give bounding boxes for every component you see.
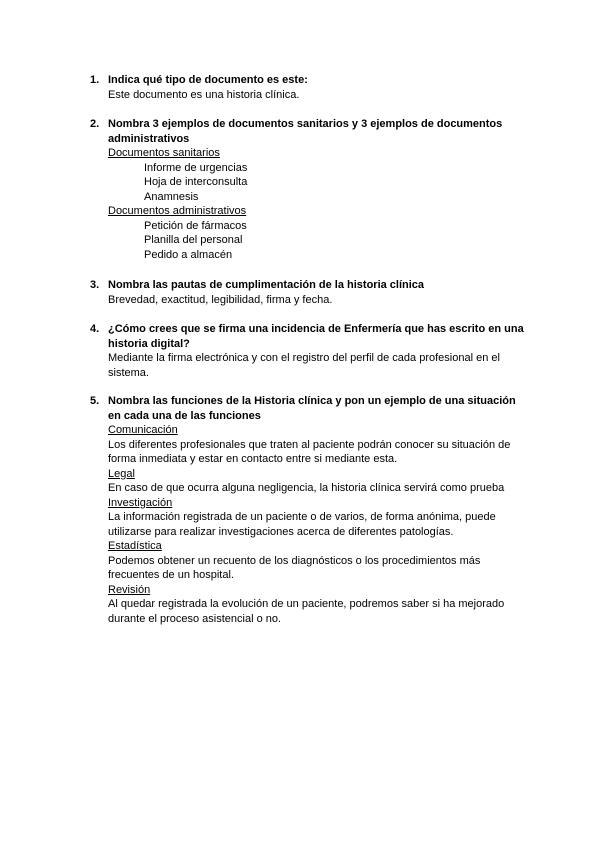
answer-text: Mediante la firma electrónica y con el registro del perfil de cada profesional en el sistema. (108, 352, 500, 379)
function-text: Podemos obtener un recuento de los diagnósticos o los procedimientos más frecuentes de un hospital. (108, 554, 481, 581)
list-item: Informe de urgencias (144, 161, 248, 174)
question-5 (90, 394, 530, 626)
group-heading: Documentos administrativos (108, 205, 247, 217)
list-item: Hoja de interconsulta (144, 176, 248, 188)
question-4 (90, 322, 530, 380)
question-title: Nombra las pautas de cumplimentación de la historia clínica (108, 279, 425, 291)
question-title: Nombra 3 ejemplos de documentos sanitarios y 3 ejemplos de documentos administrativos (108, 118, 503, 145)
function-text: En caso de que ocurra alguna negligencia, la historia clínica servirá como prueba (108, 482, 505, 494)
function-heading: Investigación (108, 496, 173, 509)
question-number: 1. (90, 74, 100, 86)
function-heading: Revisión (108, 583, 151, 596)
question-title: Indica qué tipo de documento es este: (108, 74, 308, 86)
function-text: Los diferentes profesionales que traten al paciente podrán conocer su situación de forma inmediata y estar en contacto entre si mediante esta. (108, 438, 511, 465)
list-item: Anamnesis (144, 190, 199, 203)
function-text: La información registrada de un paciente o de varios, de forma anónima, puede utilizarse para realizar investigaciones acerca de diferentes patologías. (108, 511, 496, 538)
function-text: Al quedar registrada la evolución de un paciente, podremos saber si ha mejorado durante el proceso asistencial o no. (108, 598, 505, 625)
group-heading: Documentos sanitarios (108, 147, 220, 159)
function-heading: Legal (108, 467, 135, 480)
question-2 (90, 117, 530, 262)
answer-text: Este documento es una historia clínica. (108, 88, 300, 101)
question-number: 2. (90, 118, 100, 130)
question-3 (90, 278, 530, 307)
answer-text: Brevedad, exactitud, legibilidad, firma y fecha. (108, 293, 333, 306)
question-1 (90, 73, 530, 102)
question-title: Nombra las funciones de la Historia clínica y pon un ejemplo de una situación en cada una de las funciones (108, 395, 516, 422)
question-title: ¿Cómo crees que se firma una incidencia de Enfermería que has escrito en una historia digital? (108, 323, 524, 350)
list-item: Pedido a almacén (144, 248, 233, 261)
function-heading: Comunicación (108, 424, 178, 436)
list-item: Planilla del personal (144, 234, 243, 246)
question-number: 3. (90, 279, 100, 291)
question-number: 4. (90, 323, 100, 335)
question-number: 5. (90, 395, 100, 407)
list-item: Petición de fármacos (144, 219, 247, 232)
function-heading: Estadística (108, 540, 162, 552)
